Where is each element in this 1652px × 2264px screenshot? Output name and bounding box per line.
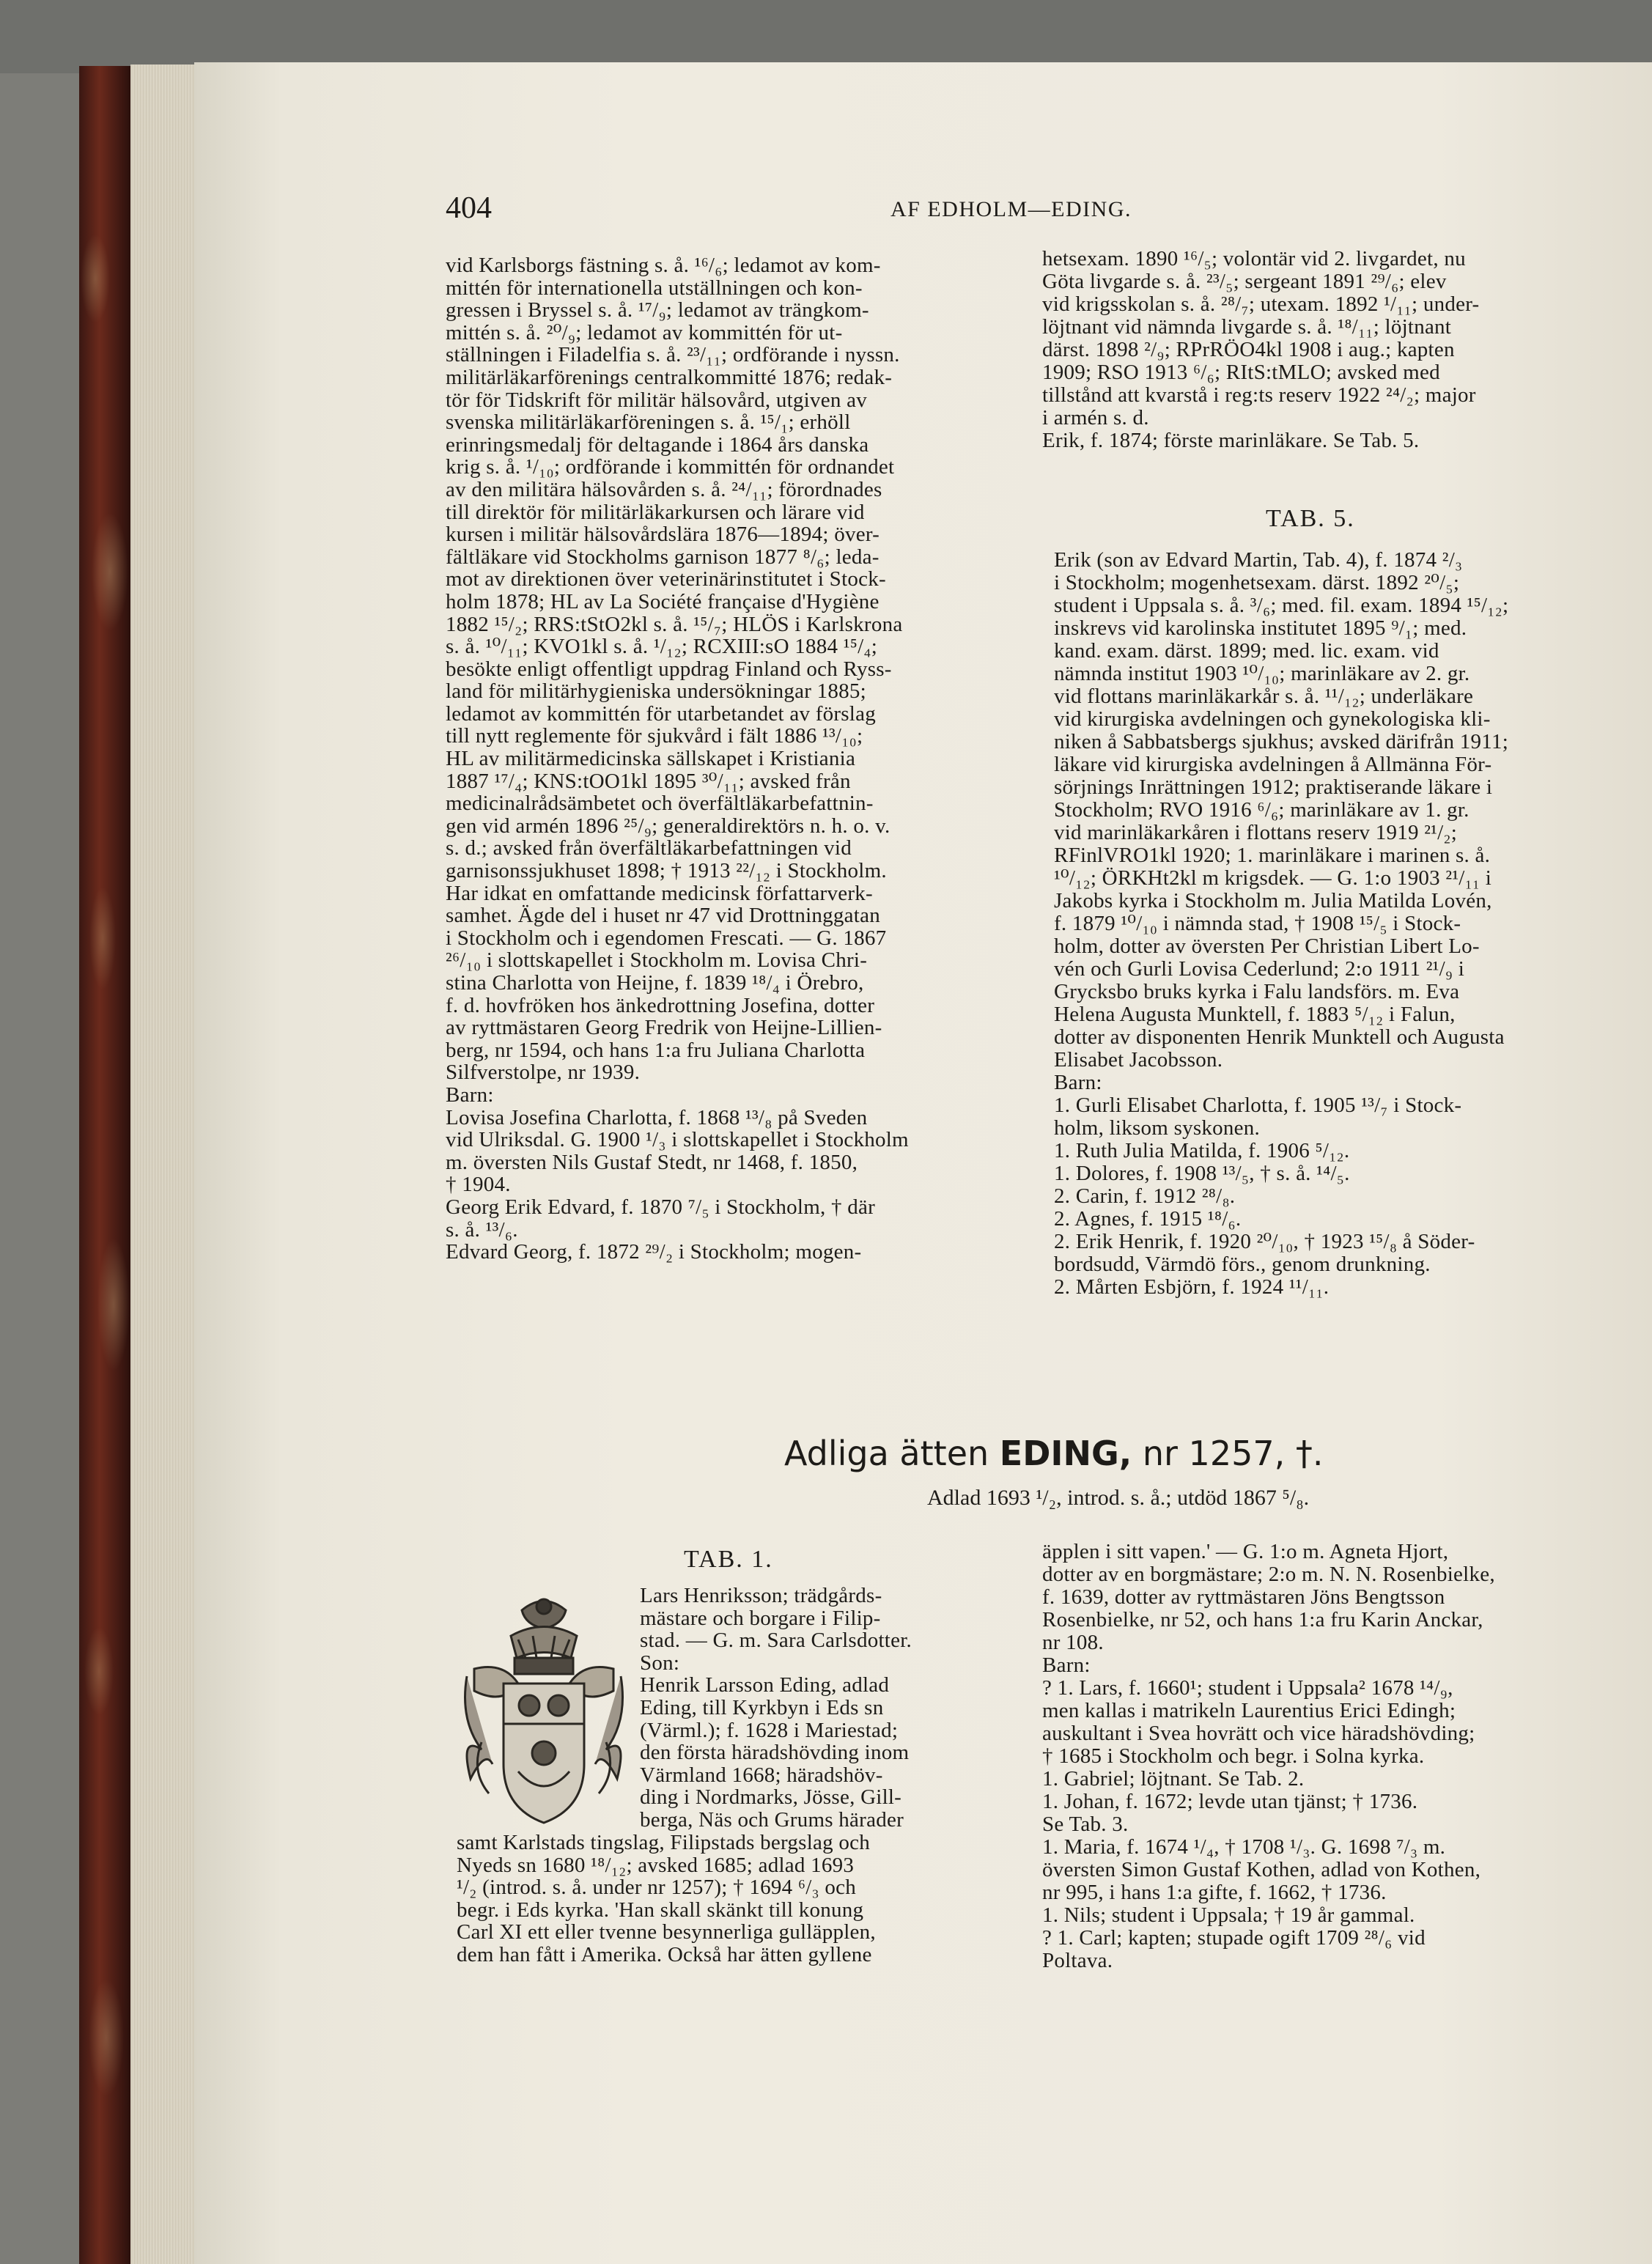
text-line: stina Charlotta von Heijne, f. 1839 ¹⁸/₄ i Örebro, [446, 971, 864, 995]
text-line: s. å. ¹³/₆. [446, 1217, 518, 1242]
text-line: berg, nr 1594, och hans 1:a fru Juliana Charlotta [446, 1038, 866, 1062]
text-line: Stockholm; RVO 1916 ⁶/₆; marinläkare av 1. gr. [1054, 798, 1470, 822]
text-line: Göta livgarde s. å. ²³/₅; sergeant 1891 ²⁹/₆; elev [1042, 270, 1447, 293]
text-line: 1. Dolores, f. 1908 ¹³/₅, † s. å. ¹⁴/₅. [1054, 1162, 1350, 1185]
text-line: begr. i Eds kyrka. 'Han skall skänkt till konung [457, 1898, 864, 1922]
text-line: kand. exam. därst. 1899; med. lic. exam. vid [1054, 639, 1439, 663]
text-line: Son: [640, 1651, 680, 1675]
text-line: krig s. å. ¹/₁₀; ordförande i kommittén för ordnandet [446, 455, 895, 479]
text-line: Barn: [1042, 1653, 1091, 1677]
text-line: tör för Tidskrift för militär hälsovård, utgiven av [446, 388, 867, 412]
coat-of-arms-icon [452, 1596, 635, 1837]
text-line: s. d.; avsked från överfältläkarbefattningen vid [446, 836, 852, 860]
text-line: Grycksbo bruks kyrka i Falu landsförs. m. Eva [1054, 980, 1460, 1003]
text-line: dotter av disponenten Henrik Munktell och Augusta [1054, 1025, 1505, 1049]
text-line: s. å. ¹⁰/₁₁; KVO1kl s. å. ¹/₁₂; RCXIII:sO 1884 ¹⁵/₄; [446, 635, 878, 659]
text-line: hetsexam. 1890 ¹⁶/₅; volontär vid 2. livgardet, nu [1042, 247, 1466, 270]
text-line: till nytt reglemente för sjukvård i fält 1886 ¹³/₁₀; [446, 724, 863, 748]
text-line: mästare och borgare i Filip- [640, 1606, 881, 1630]
text-line: f. d. hovfröken hos änkedrottning Josefina, dotter [446, 993, 875, 1017]
text-line: Henrik Larsson Eding, adlad [640, 1673, 890, 1697]
text-line: student i Uppsala s. å. ³/₆; med. fil. exam. 1894 ¹⁵/₁₂; [1054, 594, 1509, 617]
text-line: medicinalrådsämbetet och överfältläkarbefattnin- [446, 792, 874, 816]
text-line: f. 1639, dotter av ryttmästaren Jöns Bengtsson [1042, 1585, 1445, 1609]
text-line: 1887 ¹⁷/₄; KNS:tOO1kl 1895 ³⁰/₁₁; avsked från [446, 769, 851, 793]
text-line: till direktör för militärläkarkursen och lärare vid [446, 500, 865, 524]
tab1-beside-crest [640, 1585, 912, 1832]
text-line: nr 995, i hans 1:a gifte, f. 1662, † 1736. [1042, 1881, 1387, 1904]
text-line: vid kirurgiska avdelningen och gynekologiska kli- [1054, 707, 1491, 731]
text-line: tillstånd att kvarstå i reg:ts reserv 1922 ²⁴/₂; major [1042, 383, 1476, 407]
text-line: ledamot av kommittén för utarbetandet av förslag [446, 701, 876, 726]
text-line: vid krigsskolan s. å. ²⁸/₇; utexam. 1892 ¹/₁₁; under- [1042, 292, 1480, 316]
text-line: 1. Maria, f. 1674 ¹/₄, † 1708 ¹/₃. G. 1698 ⁷/₃ m. [1042, 1835, 1446, 1859]
text-line: löjtnant vid nämnda livgarde s. å. ¹⁸/₁₁; löjtnant [1042, 315, 1452, 339]
section-title [784, 1434, 1324, 1473]
text-line: f. 1879 ¹⁰/₁₀ i nämnda stad, † 1908 ¹⁵/₅ i Stock- [1054, 912, 1461, 935]
tab5-body [1054, 549, 1508, 1299]
text-line: 1. Nils; student i Uppsala; † 19 år gammal. [1042, 1903, 1415, 1927]
text-line: Har idkat en omfattande medicinsk författarverk- [446, 881, 873, 905]
text-line: ¹⁰/₁₂; ÖRKHt2kl m krigsdek. — G. 1:o 1903 ²¹/₁₁ i [1054, 866, 1492, 890]
text-line: mittén s. å. ²⁰/₉; ledamot av kommittén för ut- [446, 320, 843, 344]
text-line: land för militärhygieniska undersökningar 1885; [446, 679, 866, 704]
text-line: dotter av en borgmästare; 2:o m. N. N. Rosenbielke, [1042, 1563, 1495, 1586]
text-line: Silfverstolpe, nr 1939. [446, 1061, 641, 1085]
text-line: ¹/₂ (introd. s. å. under nr 1257); † 1694 ⁶/₃ och [457, 1876, 856, 1900]
text-line: Elisabet Jacobsson. [1054, 1048, 1223, 1072]
text-line: † 1904. [446, 1173, 511, 1197]
text-line: Carl XI ett eller tvenne besynnerliga gulläpplen, [457, 1920, 876, 1944]
text-line: vid marinläkarkåren i flottans reserv 1919 ²¹/₂; [1054, 821, 1458, 844]
text-line: ställningen i Filadelfia s. å. ²³/₁₁; ordförande i nyssn. [446, 343, 900, 367]
text-line: bordsudd, Värmdö förs., genom drunkning. [1054, 1253, 1431, 1276]
text-line: 2. Erik Henrik, f. 1920 ²⁰/₁₀, † 1923 ¹⁵/₈ å Söder- [1054, 1230, 1475, 1253]
text-line: samhet. Ägde del i huset nr 47 vid Drottninggatan [446, 904, 880, 928]
text-line: stad. — G. m. Sara Carlsdotter. [640, 1629, 912, 1653]
left-column [446, 254, 909, 1264]
text-line: nämnda institut 1903 ¹⁰/₁₀; marinläkare av 2. gr. [1054, 662, 1470, 685]
text-line: Värmland 1668; häradshöv- [640, 1763, 883, 1787]
text-line: den första häradshövding inom [640, 1741, 910, 1765]
text-line: därst. 1898 ²/₉; RPrRÖO4kl 1908 i aug.; kapten [1042, 338, 1455, 361]
text-line: 2. Carin, f. 1912 ²⁸/₈. [1054, 1184, 1236, 1208]
text-line: besökte enligt offentligt uppdrag Finland och Ryss- [446, 657, 892, 681]
text-line: (Värml.); f. 1628 i Mariestad; [640, 1718, 899, 1742]
text-line: läkare vid kirurgiska avdelningen å Allmänna För- [1054, 753, 1492, 776]
text-line: † 1685 i Stockholm och begr. i Solna kyrka. [1042, 1744, 1425, 1768]
text-line: Eding, till Kyrkbyn i Eds sn [640, 1695, 884, 1719]
text-line: RFinlVRO1kl 1920; 1. marinläkare i marinen s. å. [1054, 844, 1491, 867]
section-title-suffix: nr 1257, †. [1142, 1434, 1324, 1473]
text-line: gressen i Bryssel s. å. ¹⁷/₉; ledamot av trängkom- [446, 298, 869, 322]
text-line: 2. Mårten Esbjörn, f. 1924 ¹¹/₁₁. [1054, 1275, 1330, 1299]
text-line: översten Simon Gustaf Kothen, adlad von Kothen, [1042, 1858, 1481, 1881]
running-head: AF EDHOLM—EDING. [890, 197, 1132, 221]
tab1-full-width [457, 1832, 876, 1966]
binding-texture [73, 59, 139, 2264]
right-column-lower [1042, 1541, 1495, 1972]
text-line: ? 1. Lars, f. 1660¹; student i Uppsala² 1678 ¹⁴/₉, [1042, 1676, 1453, 1700]
text-line: svenska militärläkarföreningen s. å. ¹⁵/₁; erhöll [446, 410, 851, 435]
text-line: HL av militärmedicinska sällskapet i Kristiania [446, 747, 856, 771]
text-line: 1. Ruth Julia Matilda, f. 1906 ⁵/₁₂. [1054, 1139, 1350, 1162]
tab5-heading: TAB. 5. [1266, 505, 1355, 532]
text-line: Se Tab. 3. [1042, 1813, 1129, 1836]
text-line: 1. Johan, f. 1672; levde utan tjänst; † 1736. [1042, 1790, 1418, 1813]
text-line: Rosenbielke, nr 52, och hans 1:a fru Karin Anckar, [1042, 1608, 1483, 1631]
book-page [194, 62, 1652, 2264]
text-line: 1. Gurli Elisabet Charlotta, f. 1905 ¹³/₇ i Stock- [1054, 1094, 1462, 1117]
text-line: Lars Henriksson; trädgårds- [640, 1584, 882, 1607]
text-line: i Stockholm; mogenhetsexam. därst. 1892 ²⁰/₅; [1054, 571, 1460, 594]
text-line: holm 1878; HL av La Société française d'Hygiène [446, 589, 880, 613]
text-line: mittén för internationella utställningen och kon- [446, 276, 863, 300]
text-line: Helena Augusta Munktell, f. 1883 ⁵/₁₂ i Falun, [1054, 1003, 1456, 1026]
text-line: 2. Agnes, f. 1915 ¹⁸/₆. [1054, 1207, 1242, 1231]
text-line: mot av direktionen över veterinärinstitutet i Stock- [446, 567, 886, 591]
text-line: ? 1. Carl; kapten; stupade ogift 1709 ²⁸/₆ vid [1042, 1926, 1426, 1950]
text-line: Edvard Georg, f. 1872 ²⁹/₂ i Stockholm; mogen- [446, 1240, 862, 1264]
text-line: fältläkare vid Stockholms garnison 1877 ⁸/₆; leda- [446, 545, 880, 569]
text-line: Georg Erik Edvard, f. 1870 ⁷/₅ i Stockholm, † där [446, 1195, 876, 1219]
text-line: holm, dotter av översten Per Christian Libert Lo- [1054, 934, 1480, 958]
text-line: m. översten Nils Gustaf Stedt, nr 1468, f. 1850, [446, 1150, 858, 1174]
text-line: 1909; RSO 1913 ⁶/₆; RItS:tMLO; avsked med [1042, 361, 1440, 384]
page-number: 404 [446, 191, 492, 225]
right-column-top [1042, 248, 1479, 452]
text-line: i armén s. d. [1042, 406, 1149, 429]
text-line: samt Karlstads tingslag, Filipstads bergslag och [457, 1831, 871, 1854]
text-line: Erik (son av Edvard Martin, Tab. 4), f. 1874 ²/₃ [1054, 548, 1463, 572]
text-line: niken å Sabbatsbergs sjukhus; avsked därifrån 1911; [1054, 730, 1509, 753]
text-line: äpplen i sitt vapen.' — G. 1:o m. Agneta Hjort, [1042, 1540, 1449, 1563]
text-line: militärläkarförenings centralkommitté 1876; redak- [446, 365, 893, 389]
text-line: vid Karlsborgs fästning s. å. ¹⁶/₆; ledamot av kom- [446, 254, 881, 277]
text-line: nr 108. [1042, 1631, 1104, 1654]
text-line: holm, liksom syskonen. [1054, 1116, 1261, 1140]
text-line: Poltava. [1042, 1949, 1113, 1972]
text-line: ²⁶/₁₀ i slottskapellet i Stockholm m. Lovisa Chri- [446, 948, 868, 973]
text-line: sörjnings Inrättningen 1912; praktiserande läkare i [1054, 775, 1493, 799]
text-line: Erik, f. 1874; förste marinläkare. Se Tab. 5. [1042, 429, 1420, 452]
page-edges [130, 64, 196, 2264]
text-line: vid flottans marinläkarkår s. å. ¹¹/₁₂; underläkare [1054, 685, 1474, 708]
text-line: Barn: [446, 1083, 494, 1107]
text-line: 1882 ¹⁵/₂; RRS:tStO2kl s. å. ¹⁵/₇; HLÖS i Karlskrona [446, 612, 903, 636]
text-line: gen vid armén 1896 ²⁵/₉; generaldirektörs n. h. o. v. [446, 814, 890, 838]
section-title-prefix: Adliga ätten [784, 1434, 989, 1473]
text-line: ding i Nordmarks, Jösse, Gill- [640, 1785, 902, 1810]
text-line: av den militära hälsovården s. å. ²⁴/₁₁; förordnades [446, 477, 882, 501]
text-line: vid Ulriksdal. G. 1900 ¹/₃ i slottskapellet i Stockholm [446, 1128, 909, 1152]
text-line: dem han fått i Amerika. Också har ätten gyllene [457, 1942, 872, 1966]
text-line: 1. Gabriel; löjtnant. Se Tab. 2. [1042, 1767, 1305, 1791]
text-line: erinringsmedalj för deltagande i 1864 års danska [446, 432, 869, 457]
section-subtitle: Adlad 1693 ¹/₂, introd. s. å.; utdöd 1867 ⁵/₈. [927, 1486, 1310, 1510]
text-line: auskultant i Svea hovrätt och vice häradshövding; [1042, 1722, 1475, 1745]
text-line: Jakobs kyrka i Stockholm m. Julia Matilda Lovén, [1054, 889, 1492, 912]
text-line: av ryttmästaren Georg Fredrik von Heijne-Lillien- [446, 1016, 882, 1040]
text-line: men kallas i matrikeln Laurentius Erici Edingh; [1042, 1699, 1456, 1722]
text-line: Lovisa Josefina Charlotta, f. 1868 ¹³/₈ på Sveden [446, 1105, 868, 1129]
text-line: i Stockholm och i egendomen Frescati. — G. 1867 [446, 926, 887, 950]
text-line: vén och Gurli Lovisa Cederlund; 2:o 1911 ²¹/₉ i [1054, 957, 1465, 981]
text-line: kursen i militär hälsovårdslära 1876—1894; över- [446, 523, 880, 547]
section-title-name: EDING, [999, 1434, 1132, 1473]
text-line: Barn: [1054, 1071, 1102, 1094]
tab1-heading: TAB. 1. [684, 1546, 773, 1573]
text-line: berga, Näs och Grums härader [640, 1807, 904, 1832]
text-line: inskrevs vid karolinska institutet 1895 ⁹/₁; med. [1054, 616, 1467, 640]
text-line: garnisonssjukhuset 1898; † 1913 ²²/₁₂ i Stockholm. [446, 859, 887, 883]
text-line: Nyeds sn 1680 ¹⁸/₁₂; avsked 1685; adlad 1693 [457, 1853, 855, 1877]
